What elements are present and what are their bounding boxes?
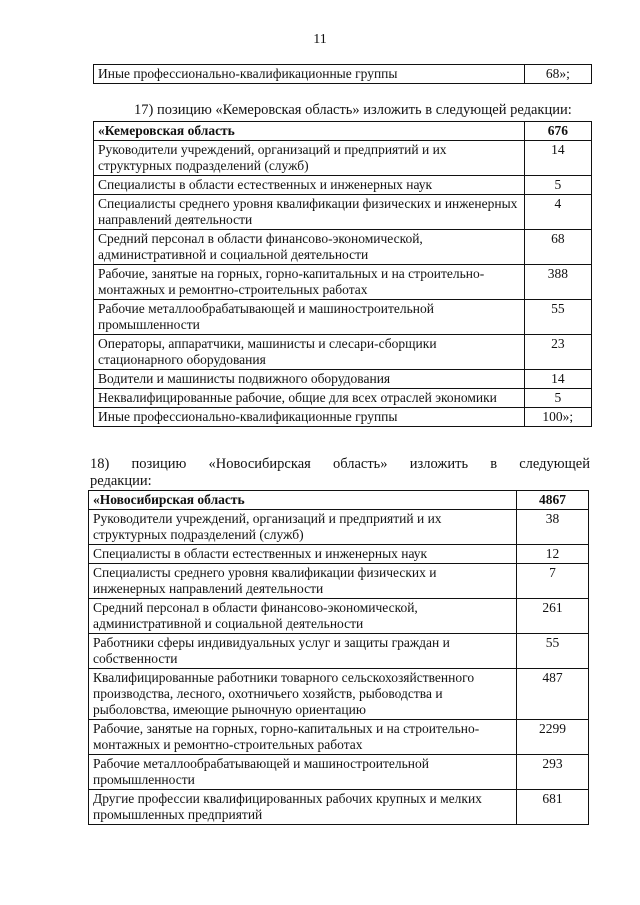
row-label: Неквалифицированные рабочие, общие для всех отраслей экономики <box>94 389 525 408</box>
region-total: 4867 <box>517 491 589 510</box>
row-label: Другие профессии квалифицированных рабочих крупных и мелких промышленных предприятий <box>89 790 517 825</box>
row-label: Специалисты в области естественных и инженерных наук <box>94 176 525 195</box>
continuation-table <box>93 64 592 84</box>
row-label: Операторы, аппаратчики, машинисты и слесари-сборщики стационарного оборудования <box>94 335 525 370</box>
region-name: «Кемеровская область <box>94 122 525 141</box>
region-total: 676 <box>524 122 591 141</box>
instruction-18: 18) позицию «Новосибирская область» изложить в следующей <box>90 456 590 472</box>
row-value: 487 <box>517 669 589 720</box>
row-value: 14 <box>524 141 591 176</box>
row-label: Специалисты в области естественных и инженерных наук <box>89 545 517 564</box>
table-row <box>94 65 592 84</box>
table-row <box>89 720 589 755</box>
row-value: 55 <box>524 300 591 335</box>
row-value: 293 <box>517 755 589 790</box>
row-value: 38 <box>517 510 589 545</box>
region-name: «Новосибирская область <box>89 491 517 510</box>
table-row <box>94 370 592 389</box>
row-label: Рабочие металлообрабатывающей и машиностроительной промышленности <box>94 300 525 335</box>
row-value: 681 <box>517 790 589 825</box>
page-number: 11 <box>313 32 327 47</box>
table-row <box>94 335 592 370</box>
row-value: 55 <box>517 634 589 669</box>
row-value: 5 <box>524 389 591 408</box>
row-value: 7 <box>517 564 589 599</box>
row-label: Рабочие, занятые на горных, горно-капитальных и на строительно-монтажных и ремонтно-строительных работах <box>94 265 525 300</box>
novosibirsk-table <box>88 490 589 825</box>
row-label: Квалифицированные работники товарного сельскохозяйственного производства, лесного, охотничьего хозяйств, рыбоводства и рыболовства, имеющие рыночную ориентацию <box>89 669 517 720</box>
row-label: Рабочие, занятые на горных, горно-капитальных и на строительно-монтажных и ремонтно-строительных работах <box>89 720 517 755</box>
kemerovo-table <box>93 121 592 427</box>
row-label: Руководители учреждений, организаций и предприятий и их структурных подразделений (служб) <box>89 510 517 545</box>
instruction-17: 17) позицию «Кемеровская область» изложить в следующей редакции: <box>134 102 572 118</box>
table-row <box>94 230 592 265</box>
row-label: Водители и машинисты подвижного оборудования <box>94 370 525 389</box>
table-row <box>89 510 589 545</box>
row-value: 261 <box>517 599 589 634</box>
row-value: 14 <box>524 370 591 389</box>
row-value: 388 <box>524 265 591 300</box>
table-header-row <box>89 491 589 510</box>
table-row <box>89 634 589 669</box>
row-value: 12 <box>517 545 589 564</box>
row-label: Рабочие металлообрабатывающей и машиностроительной промышленности <box>89 755 517 790</box>
table-row <box>94 176 592 195</box>
row-value: 4 <box>524 195 591 230</box>
row-label: Иные профессионально-квалификационные группы <box>94 65 525 84</box>
row-value: 5 <box>524 176 591 195</box>
row-value: 68»; <box>524 65 591 84</box>
row-value: 68 <box>524 230 591 265</box>
table-row <box>94 141 592 176</box>
table-row <box>94 300 592 335</box>
row-label: Средний персонал в области финансово-экономической, административной и социальной деятельности <box>94 230 525 265</box>
row-label: Средний персонал в области финансово-экономической, административной и социальной деятельности <box>89 599 517 634</box>
table-row <box>89 545 589 564</box>
table-row <box>89 599 589 634</box>
row-label: Специалисты среднего уровня квалификации физических и инженерных направлений деятельности <box>89 564 517 599</box>
table-row <box>89 564 589 599</box>
row-label: Руководители учреждений, организаций и предприятий и их структурных подразделений (служб) <box>94 141 525 176</box>
row-label: Специалисты среднего уровня квалификации физических и инженерных направлений деятельности <box>94 195 525 230</box>
table-row <box>94 265 592 300</box>
row-value: 100»; <box>524 408 591 427</box>
table-header-row <box>94 122 592 141</box>
row-value: 23 <box>524 335 591 370</box>
table-row <box>89 755 589 790</box>
table-row <box>94 389 592 408</box>
row-value: 2299 <box>517 720 589 755</box>
row-label: Иные профессионально-квалификационные группы <box>94 408 525 427</box>
instruction-18-continuation: редакции: <box>90 473 152 489</box>
table-row <box>89 669 589 720</box>
table-row <box>89 790 589 825</box>
row-label: Работники сферы индивидуальных услуг и защиты граждан и собственности <box>89 634 517 669</box>
table-row <box>94 408 592 427</box>
table-row <box>94 195 592 230</box>
